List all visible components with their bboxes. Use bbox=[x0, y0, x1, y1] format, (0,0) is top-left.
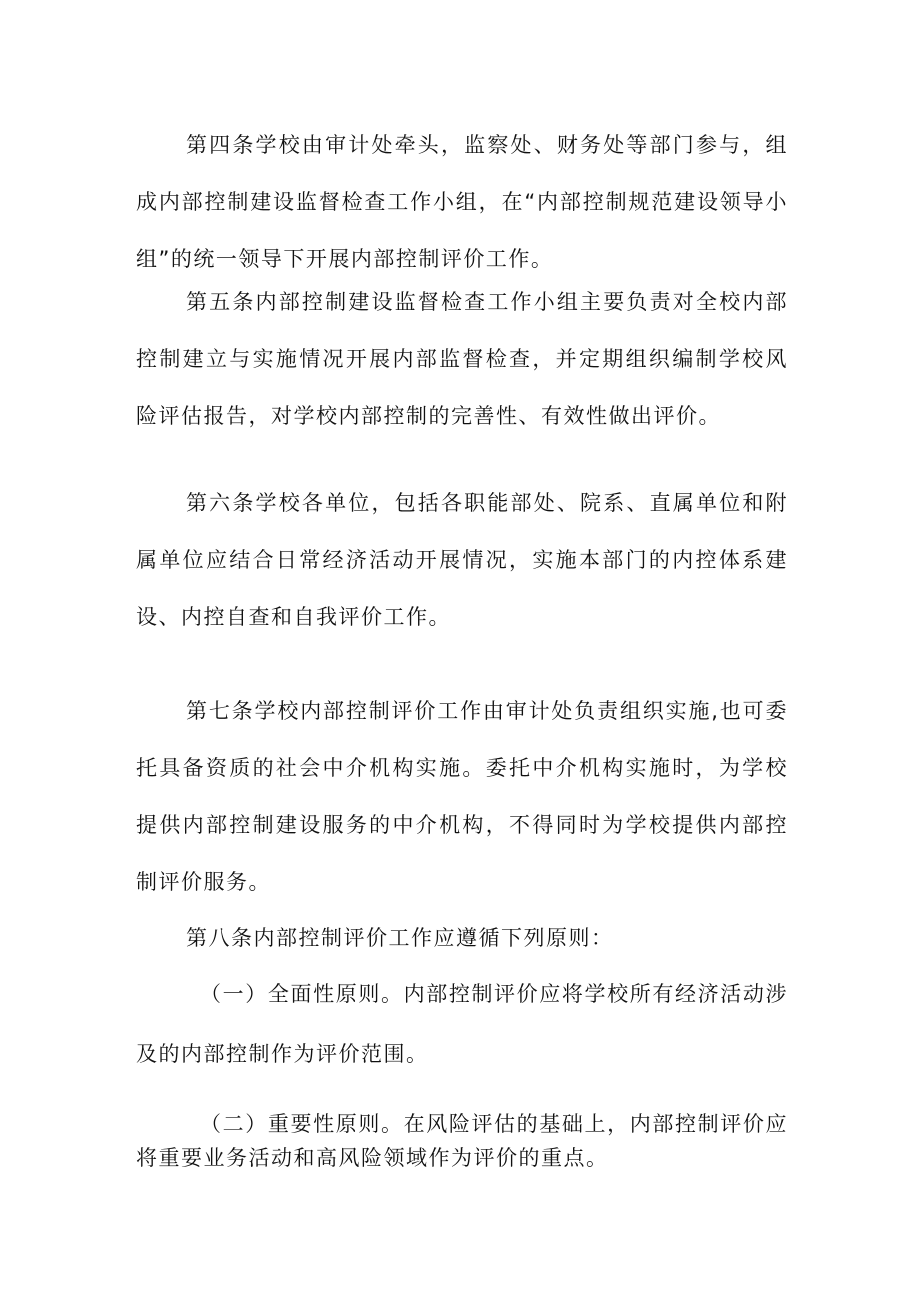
article-4-paragraph: 第四条学校由审计处牵头，监察处、财务处等部门参与，组成内部控制建设监督检查工作小组，在“内部控制规范建设领导小组”的统一领导下开展内部控制评价工作。 bbox=[136, 133, 788, 271]
article-6-paragraph: 第六条学校各单位，包括各职能部处、院系、直属单位和附属单位应结合日常经济活动开展情况，实施本部门的内控体系建设、内控自查和自我评价工作。 bbox=[136, 491, 788, 629]
article-8-paragraph: 第八条内部控制评价工作应遵循下列原则： bbox=[186, 926, 614, 950]
article-5-paragraph: 第五条内部控制建设监督检查工作小组主要负责对全校内部控制建立与实施情况开展内部监督检查，并定期组织编制学校风险评估报告，对学校内部控制的完善性、有效性做出评价。 bbox=[136, 290, 788, 428]
principle-importance-paragraph: （二）重要性原则。在风险评估的基础上，内部控制评价应将重要业务活动和高风险领域作为评价的重点。 bbox=[136, 1112, 788, 1170]
article-7-paragraph: 第七条学校内部控制评价工作由审计处负责组织实施,也可委托具备资质的社会中介机构实施。委托中介机构实施时，为学校提供内部控制建设服务的中介机构，不得同时为学校提供内部控制评价服务。 bbox=[136, 699, 788, 894]
principle-comprehensiveness-paragraph: （一）全面性原则。内部控制评价应将学校所有经济活动涉及的内部控制作为评价范围。 bbox=[136, 982, 788, 1066]
